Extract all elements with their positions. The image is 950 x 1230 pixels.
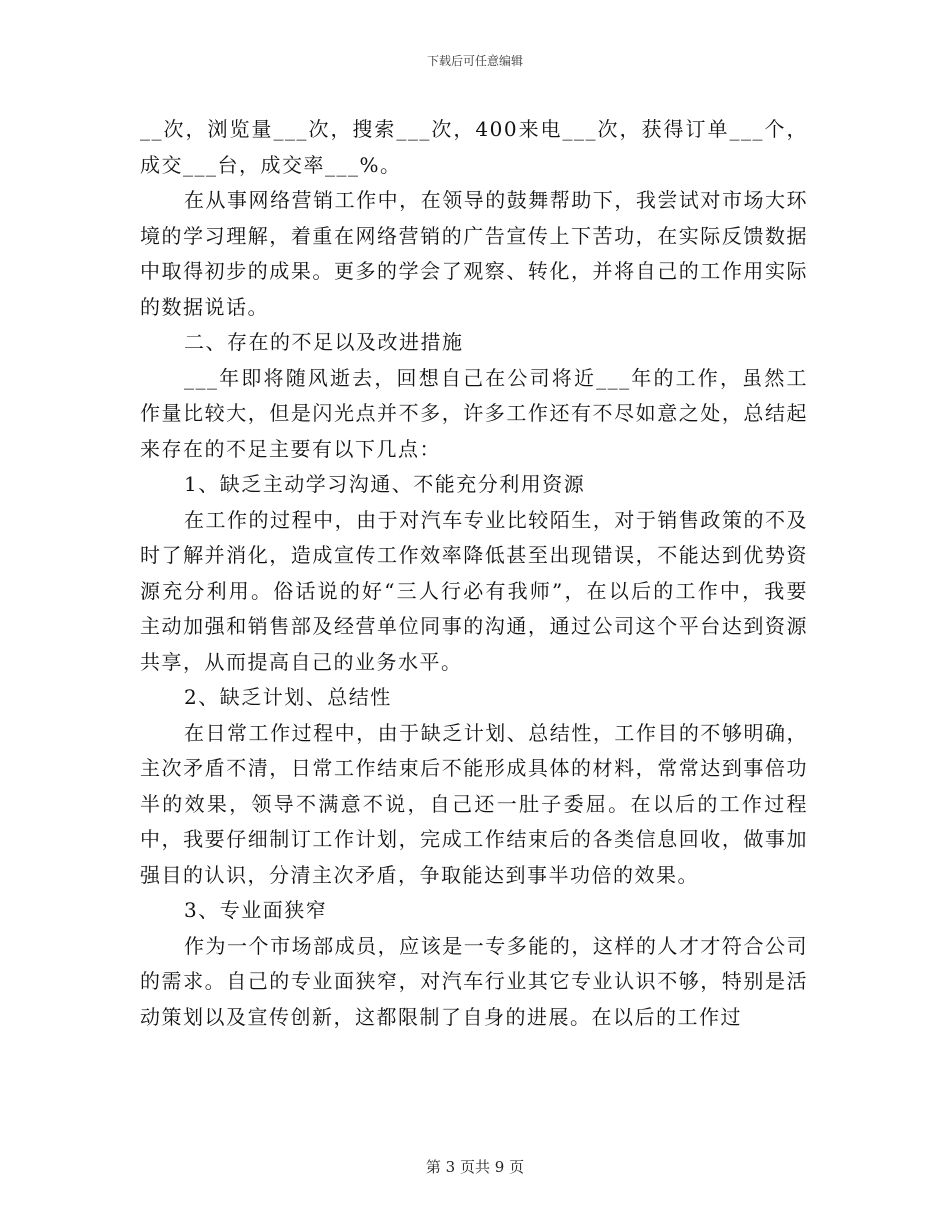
paragraph-planning: 在日常工作过程中，由于缺乏计划、总结性，工作目的不够明确，主次矛盾不清，日常工作结束后不能形成具体的材料，常常达到事倍功半的效果，领导不满意不说，自己还一肚子委屈。在以后的工作过程中，我要仔细制订工作计划，完成工作结束后的各类信息回收，做事加强目的认识，分清主次矛盾，争取能达到事半功倍的效果。 xyxy=(140,720,808,887)
paragraph-communication: 在工作的过程中，由于对汽车专业比较陌生，对于销售政策的不及时了解并消化，造成宣传工作效率降低甚至出现错误，不能达到优势资源充分利用。俗话说的好“三人行必有我师”，在以后的工作中，我要主动加强和销售部及经营单位同事的沟通，通过公司这个平台达到资源共享，从而提高自己的业务水平。 xyxy=(140,507,808,674)
paragraph-year-review: ___年即将随风逝去，回想自己在公司将近___年的工作，虽然工作量比较大，但是闪光点并不多，许多工作还有不尽如意之处，总结起来存在的不足主要有以下几点： xyxy=(140,365,808,461)
document-body xyxy=(140,112,808,1035)
page-footer: 第 3 页共 9 页 xyxy=(425,1158,525,1176)
subheading-communication: 1、缺乏主动学习沟通、不能充分利用资源 xyxy=(184,472,586,496)
section-heading-shortcomings: 二、存在的不足以及改进措施 xyxy=(184,330,464,354)
subheading-narrow-expertise: 3、专业面狭窄 xyxy=(184,898,328,922)
paragraph-stats: __次，浏览量___次，搜索___次，400来电___次，获得订单___个，成交___台，成交率___%。 xyxy=(140,117,808,177)
paragraph-marketing-work: 在从事网络营销工作中，在领导的鼓舞帮助下，我尝试对市场大环境的学习理解，着重在网络营销的广告宣传上下苦功，在实际反馈数据中取得初步的成果。更多的学会了观察、转化，并将自己的工作用实际的数据说话。 xyxy=(140,188,808,319)
subheading-planning: 2、缺乏计划、总结性 xyxy=(184,685,392,709)
paragraph-narrow-expertise: 作为一个市场部成员，应该是一专多能的，这样的人才才符合公司的需求。自己的专业面狭窄，对汽车行业其它专业认识不够，特别是活动策划以及宣传创新，这都限制了自身的进展。在以后的工作过 xyxy=(140,933,808,1029)
page-header: 下载后可任意编辑 xyxy=(426,54,523,68)
